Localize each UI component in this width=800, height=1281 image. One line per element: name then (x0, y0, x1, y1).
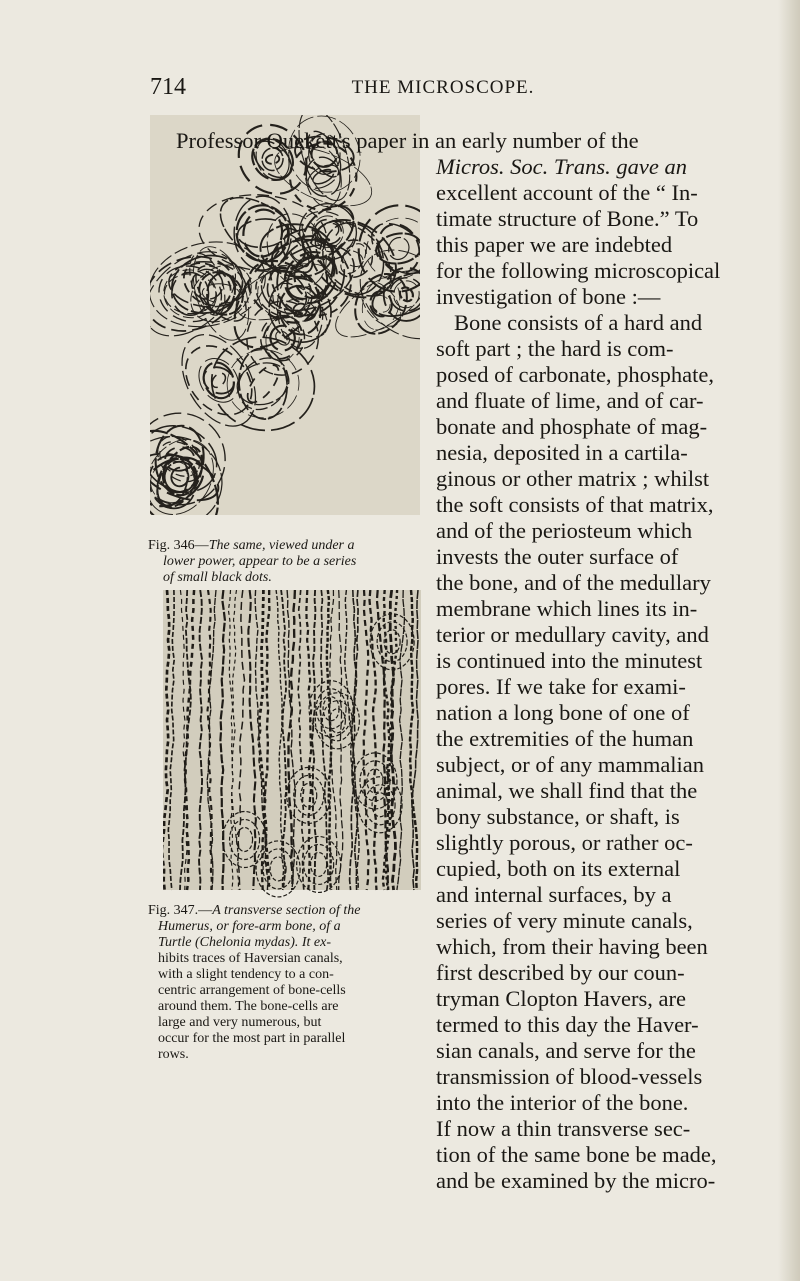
figure-346-caption-line-3: of small black dots. (163, 570, 272, 585)
figure-347-caption-line-4: hibits traces of Haversian canals, (158, 951, 343, 966)
body-line: the soft consists of that matrix, (436, 492, 714, 517)
running-head: THE MICROSCOPE. (351, 77, 535, 98)
body-line: and of the periosteum which (436, 518, 693, 543)
figure-347-caption-line-1 (148, 903, 360, 919)
body-line: which, from their having been (436, 934, 708, 959)
figure-346-label: Fig. 346— (148, 538, 209, 553)
body-line-text: Micros. Soc. Trans. gave an (436, 154, 688, 179)
body-line: bony substance, or shaft, is (436, 804, 680, 829)
body-line: cupied, both on its external (436, 856, 681, 881)
body-line: into the interior of the bone. (436, 1090, 689, 1115)
page-edge-shadow (778, 0, 800, 1281)
body-line: Professor Quekett's paper in an early number of the (176, 128, 639, 153)
body-line: and internal surfaces, by a (436, 882, 672, 907)
body-line: first described by our coun- (436, 960, 685, 985)
body-line: ginous or other matrix ; whilst (436, 466, 710, 491)
body-line: for the following microscopical (436, 258, 721, 283)
figure-347-caption-line-5: with a slight tendency to a con- (158, 967, 334, 982)
figure-347-caption-line-9: occur for the most part in parallel (158, 1031, 346, 1046)
figure-347-caption-line-2: Humerus, or fore-arm bone, of a (158, 919, 341, 934)
figure-347-caption-line-6: centric arrangement of bone-cells (158, 983, 346, 998)
body-line: posed of carbonate, phosphate, (436, 362, 715, 387)
body-line: slightly porous, or rather oc- (436, 830, 693, 855)
body-line: membrane which lines its in- (436, 596, 698, 621)
body-line: Bone consists of a hard and (454, 310, 703, 335)
figure-346-caption-line-2: lower power, appear to be a series (163, 554, 357, 569)
body-line: is continued into the minutest (436, 648, 703, 673)
figure-346-caption-line-1 (148, 538, 355, 554)
body-line: tion of the same bone be made, (436, 1142, 717, 1167)
figure-347-caption-text: A transverse section of the (212, 903, 361, 918)
body-line: this paper we are indebted (436, 232, 673, 257)
figure-347-caption-line-8: large and very numerous, but (158, 1015, 322, 1030)
body-line: termed to this day the Haver- (436, 1012, 699, 1037)
body-line: bonate and phosphate of mag- (436, 414, 708, 439)
figure-347-label: Fig. 347.— (148, 903, 213, 918)
figure-347-caption-line-7: around them. The bone-cells are (158, 999, 339, 1014)
body-line (436, 154, 687, 180)
figure-347-caption-line-10: rows. (158, 1047, 189, 1062)
body-line: and be examined by the micro- (436, 1168, 716, 1193)
body-line: animal, we shall find that the (436, 778, 698, 803)
body-line: If now a thin transverse sec- (436, 1116, 691, 1141)
body-line: subject, or of any mammalian (436, 752, 705, 777)
body-line: terior or medullary cavity, and (436, 622, 709, 647)
body-line: tryman Clopton Havers, are (436, 986, 686, 1011)
body-line: invests the outer surface of (436, 544, 679, 569)
figure-347-caption-line-3: Turtle (Chelonia mydas). It ex- (158, 935, 332, 950)
body-line: the bone, and of the medullary (436, 570, 711, 595)
page-header (150, 74, 736, 104)
body-line: excellent account of the “ In- (436, 180, 698, 205)
body-line: nesia, deposited in a cartila- (436, 440, 688, 465)
figure-346-caption-text: The same, viewed under a (208, 538, 355, 553)
body-line: series of very minute canals, (436, 908, 693, 933)
body-line: pores. If we take for exami- (436, 674, 686, 699)
body-line: and fluate of lime, and of car- (436, 388, 704, 413)
figure-347-illustration (163, 590, 421, 900)
body-line: transmission of blood-vessels (436, 1064, 703, 1089)
body-line: timate structure of Bone.” To (436, 206, 699, 231)
body-line: the extremities of the human (436, 726, 694, 751)
body-line: investigation of bone :— (436, 284, 661, 309)
page-number: 714 (150, 74, 186, 100)
body-line: soft part ; the hard is com- (436, 336, 674, 361)
body-line: nation a long bone of one of (436, 700, 690, 725)
body-line: sian canals, and serve for the (436, 1038, 696, 1063)
